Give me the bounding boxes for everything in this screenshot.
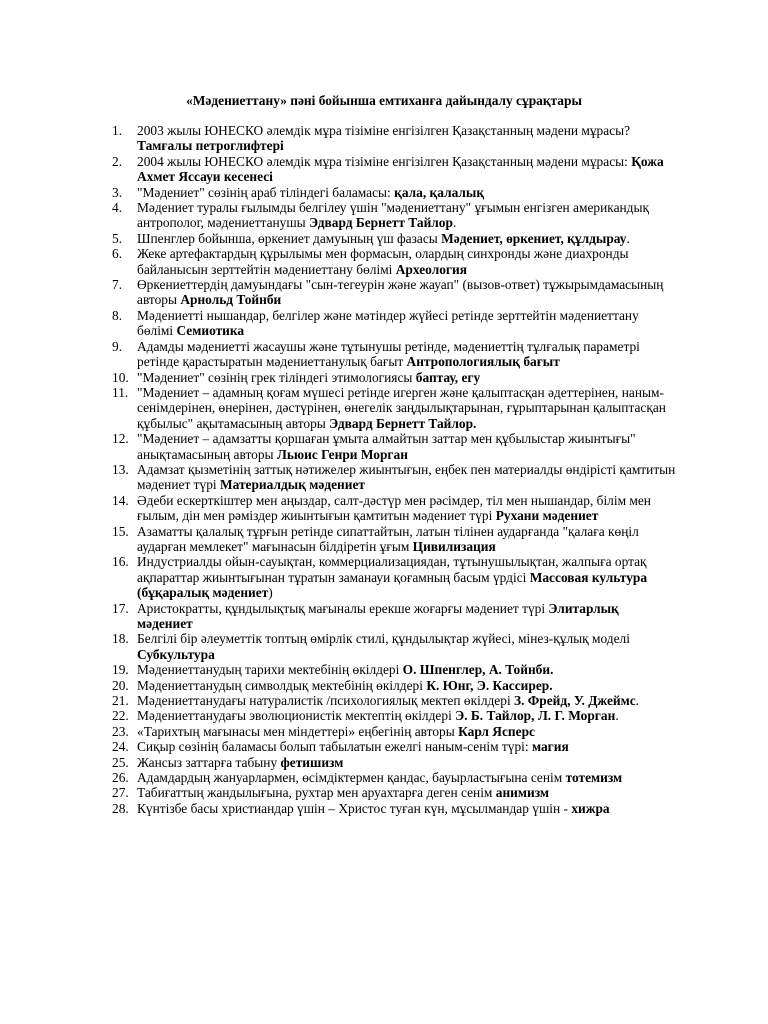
question-text: Мәдениет туралы ғылымды белгілеу үшін "мәдениеттану" ұғымын енгізген американдық антрополог, мәдениеттанушы [137, 200, 649, 231]
question-item [0, 724, 677, 739]
question-answer: баптау, егу [415, 369, 481, 385]
question-answer: хижра [571, 800, 610, 816]
question-number: 10. [112, 369, 129, 385]
question-item [0, 662, 677, 677]
question-answer: Эдвард Бернетт Тайлор [309, 215, 453, 231]
question-text: Өркениеттердің дамуындағы "сын-тегеурін және жауап" (вызов-ответ) тұжырымдамасының авторы [137, 277, 664, 308]
question-number: 6. [112, 246, 123, 262]
question-answer: Элитарлық мәдениет [137, 600, 619, 631]
question-answer: З. Фрейд, У. Джеймс [514, 693, 636, 709]
question-item [0, 308, 677, 339]
question-number: 28. [112, 800, 129, 816]
question-answer: фетишизм [280, 754, 344, 770]
answer-punctuation: . [452, 215, 457, 231]
question-answer: Антропологиялық бағыт [406, 354, 560, 370]
question-text: 2003 жылы ЮНЕСКО әлемдік мұра тізіміне енгізілген Қазақстанның мәдени мұрасы? [137, 123, 631, 138]
question-text: Жансыз заттарға табыну [137, 754, 281, 770]
question-number: 25. [112, 754, 129, 770]
question-answer: қала, қалалық [394, 184, 485, 200]
question-number: 19. [112, 662, 129, 678]
question-answer: О. Шпенглер, А. Тойнби. [402, 662, 554, 678]
question-answer: Тамғалы петроглифтері [137, 138, 284, 154]
question-text: Индустриалды ойын-сауықтан, коммерциализациядан, тұтынушылықтан, жалпыға ортақ ақпараттар жиынтығынан тұратын заманауи қоғамның басым үрдісі [137, 554, 647, 585]
question-list [0, 123, 677, 816]
question-number: 18. [112, 631, 129, 647]
question-text: Мәдениеттанудағы натуралистік /психологиялық мектеп өкілдері [137, 693, 515, 709]
question-number: 4. [112, 200, 123, 216]
question-number: 22. [112, 708, 129, 724]
question-item [0, 462, 677, 493]
question-number: 11. [112, 384, 129, 400]
question-answer: Карл Ясперс [458, 723, 535, 739]
question-item [0, 431, 677, 462]
question-text: Мәдениеттанудың символдық мектебінің өкілдері [137, 677, 427, 693]
question-text: "Мәдениет" сөзінің грек тіліндегі этимологиясы [137, 369, 416, 385]
question-answer: тотемизм [565, 770, 623, 786]
question-number: 20. [112, 677, 129, 693]
question-item [0, 385, 677, 431]
question-item [0, 678, 677, 693]
question-number: 21. [112, 693, 129, 709]
question-item [0, 493, 677, 524]
question-number: 5. [112, 230, 123, 246]
question-text: Адамды мәдениетті жасаушы және тұтынушы ретінде, мәдениеттің тұлғалық параметрі ретінде қарастыратын мәдениеттанулық бағыт [137, 338, 640, 370]
question-item [0, 277, 677, 308]
question-answer: Қожа Ахмет Яссауи кесенесі [137, 153, 664, 185]
question-answer: Субкультура [137, 646, 215, 662]
question-item [0, 601, 677, 632]
question-answer: Семиотика [176, 323, 245, 339]
question-item [0, 524, 677, 555]
question-item [0, 200, 677, 231]
question-item [0, 154, 677, 185]
question-answer: Массовая культура (бұқаралық мәдениет [137, 569, 648, 601]
question-number: 14. [112, 492, 129, 508]
question-text: Аристократты, құндылықтық мағыналы ерекше жоғарғы мәдениет түрі [137, 600, 549, 616]
question-item [0, 123, 677, 154]
question-number: 9. [112, 338, 123, 354]
question-text: Белгілі бір әлеуметтік топтың өмірлік стилі, құндылықтар жүйесі, мінез-құлық моделі [137, 631, 630, 647]
question-item [0, 785, 677, 800]
question-number: 27. [112, 785, 129, 801]
answer-punctuation: ) [268, 585, 273, 601]
question-answer: Археология [395, 261, 467, 277]
question-item [0, 246, 677, 277]
question-text: Әдеби ескерткіштер мен аңыздар, салт-дәстүр мен рәсімдер, тіл мен нышандар, білім мен ғылым, дін мен рәміздер жиынтығын қамтитын мәдениет түрі [137, 492, 651, 524]
question-answer: К. Юнг, Э. Кассирер. [426, 677, 553, 693]
question-answer: магия [531, 739, 569, 755]
question-number: 15. [112, 523, 129, 539]
question-answer: анимизм [495, 785, 550, 801]
question-answer: Рухани мәдениет [495, 508, 599, 524]
question-item [0, 554, 677, 600]
question-text: Азаматты қалалық тұрғын ретінде сипаттайтын, латын тілінен аударғанда "қалаға көңіл аударған мемлекет" мағынасын білдіретін ұғым [137, 523, 639, 554]
question-text: Шпенглер бойынша, өркениет дамуының үш фазасы [137, 230, 442, 246]
question-item [0, 755, 677, 770]
question-text: Сиқыр сөзінің баламасы болып табылатын ежелгі наным-сенім түрі: [137, 739, 532, 755]
page-title: «Мәдениеттану» пәні бойынша емтиханға дайындалу сұрақтары [186, 93, 582, 108]
question-answer: Эдвард Бернетт Тайлор. [329, 415, 477, 431]
question-number: 16. [112, 554, 129, 570]
question-number: 17. [112, 600, 129, 616]
question-number: 12. [112, 431, 129, 447]
question-item [0, 708, 677, 723]
question-item [0, 770, 677, 785]
question-text: Адамдардың жануарлармен, өсімдіктермен қандас, бауырластығына сенім [137, 770, 566, 786]
question-number: 26. [112, 770, 129, 786]
question-text: "Мәдениет – адамзатты қоршаған ұмыта алмайтын заттар мен құбылыстар жиынтығы" анықтамасының авторы [137, 431, 636, 462]
question-text: Табиғаттың жандылығына, рухтар мен аруахтарға деген сенім [137, 785, 496, 801]
question-number: 23. [112, 723, 129, 739]
question-text: «Тарихтың мағынасы мен міндеттері» еңбегінің авторы [137, 723, 459, 739]
question-answer: Э. Б. Тайлор, Л. Г. Морган [455, 708, 616, 724]
question-answer: Мәдениет, өркениет, құлдырау [441, 230, 627, 246]
answer-punctuation: . [635, 693, 640, 709]
question-number: 2. [112, 153, 123, 169]
question-number: 7. [112, 277, 123, 293]
question-number: 13. [112, 461, 129, 477]
question-answer: Льюис Генри Морган [276, 446, 408, 462]
question-answer: Материалдық мәдениет [219, 477, 365, 493]
question-item [0, 631, 677, 662]
answer-punctuation: . [615, 708, 619, 724]
question-item [0, 370, 677, 385]
question-text: Адамзат қызметінің заттық нәтижелер жиынтығын, еңбек пен материалды өндірісті қамтитын мәдениет түрі [137, 461, 676, 493]
question-text: Мәдениеттанудағы эволюционистік мектептің өкілдері [137, 708, 456, 724]
question-item [0, 693, 677, 708]
question-text: Күнтізбе басы христиандар үшін – Христос туған күн, мұсылмандар үшін - [137, 800, 572, 816]
question-text: "Мәдениет – адамның қоғам мүшесі ретінде игерген және қалыптасқан әдеттерінен, наным-сенімдерінен, өнерінен, дәстүрінен, өнегелік заңдылықтарынан, ғұрыптарынан қалыптасқан құбылыс" ақытамасының авторы [137, 384, 666, 431]
question-item [0, 801, 677, 816]
question-number: 8. [112, 307, 123, 323]
question-text: Жеке артефактардың құрылымы мен формасын, олардың синхронды және диахронды байланысын зерттейтін мәдениеттану бөлімі [137, 246, 629, 277]
question-text: Мәдениетті нышандар, белгілер және мәтіндер жүйесі ретінде зерттейтін мәдениеттану бөлімі [137, 307, 639, 339]
question-item [0, 339, 677, 370]
question-text: "Мәдениет" сөзінің араб тіліндегі баламасы: [137, 184, 395, 200]
question-answer: Арнольд Тойнби [180, 292, 282, 308]
question-text: 2004 жылы ЮНЕСКО әлемдік мұра тізіміне енгізілген Қазақстанның мәдени мұрасы: [137, 153, 632, 169]
question-number: 1. [112, 123, 123, 138]
question-item [0, 739, 677, 754]
question-number: 3. [112, 184, 123, 200]
question-item [0, 185, 677, 200]
question-item [0, 231, 677, 246]
question-text: Мәдениеттанудың тарихи мектебінің өкілдері [137, 662, 403, 678]
question-answer: Цивилизация [412, 538, 496, 554]
question-number: 24. [112, 739, 129, 755]
answer-punctuation: . [626, 230, 630, 246]
